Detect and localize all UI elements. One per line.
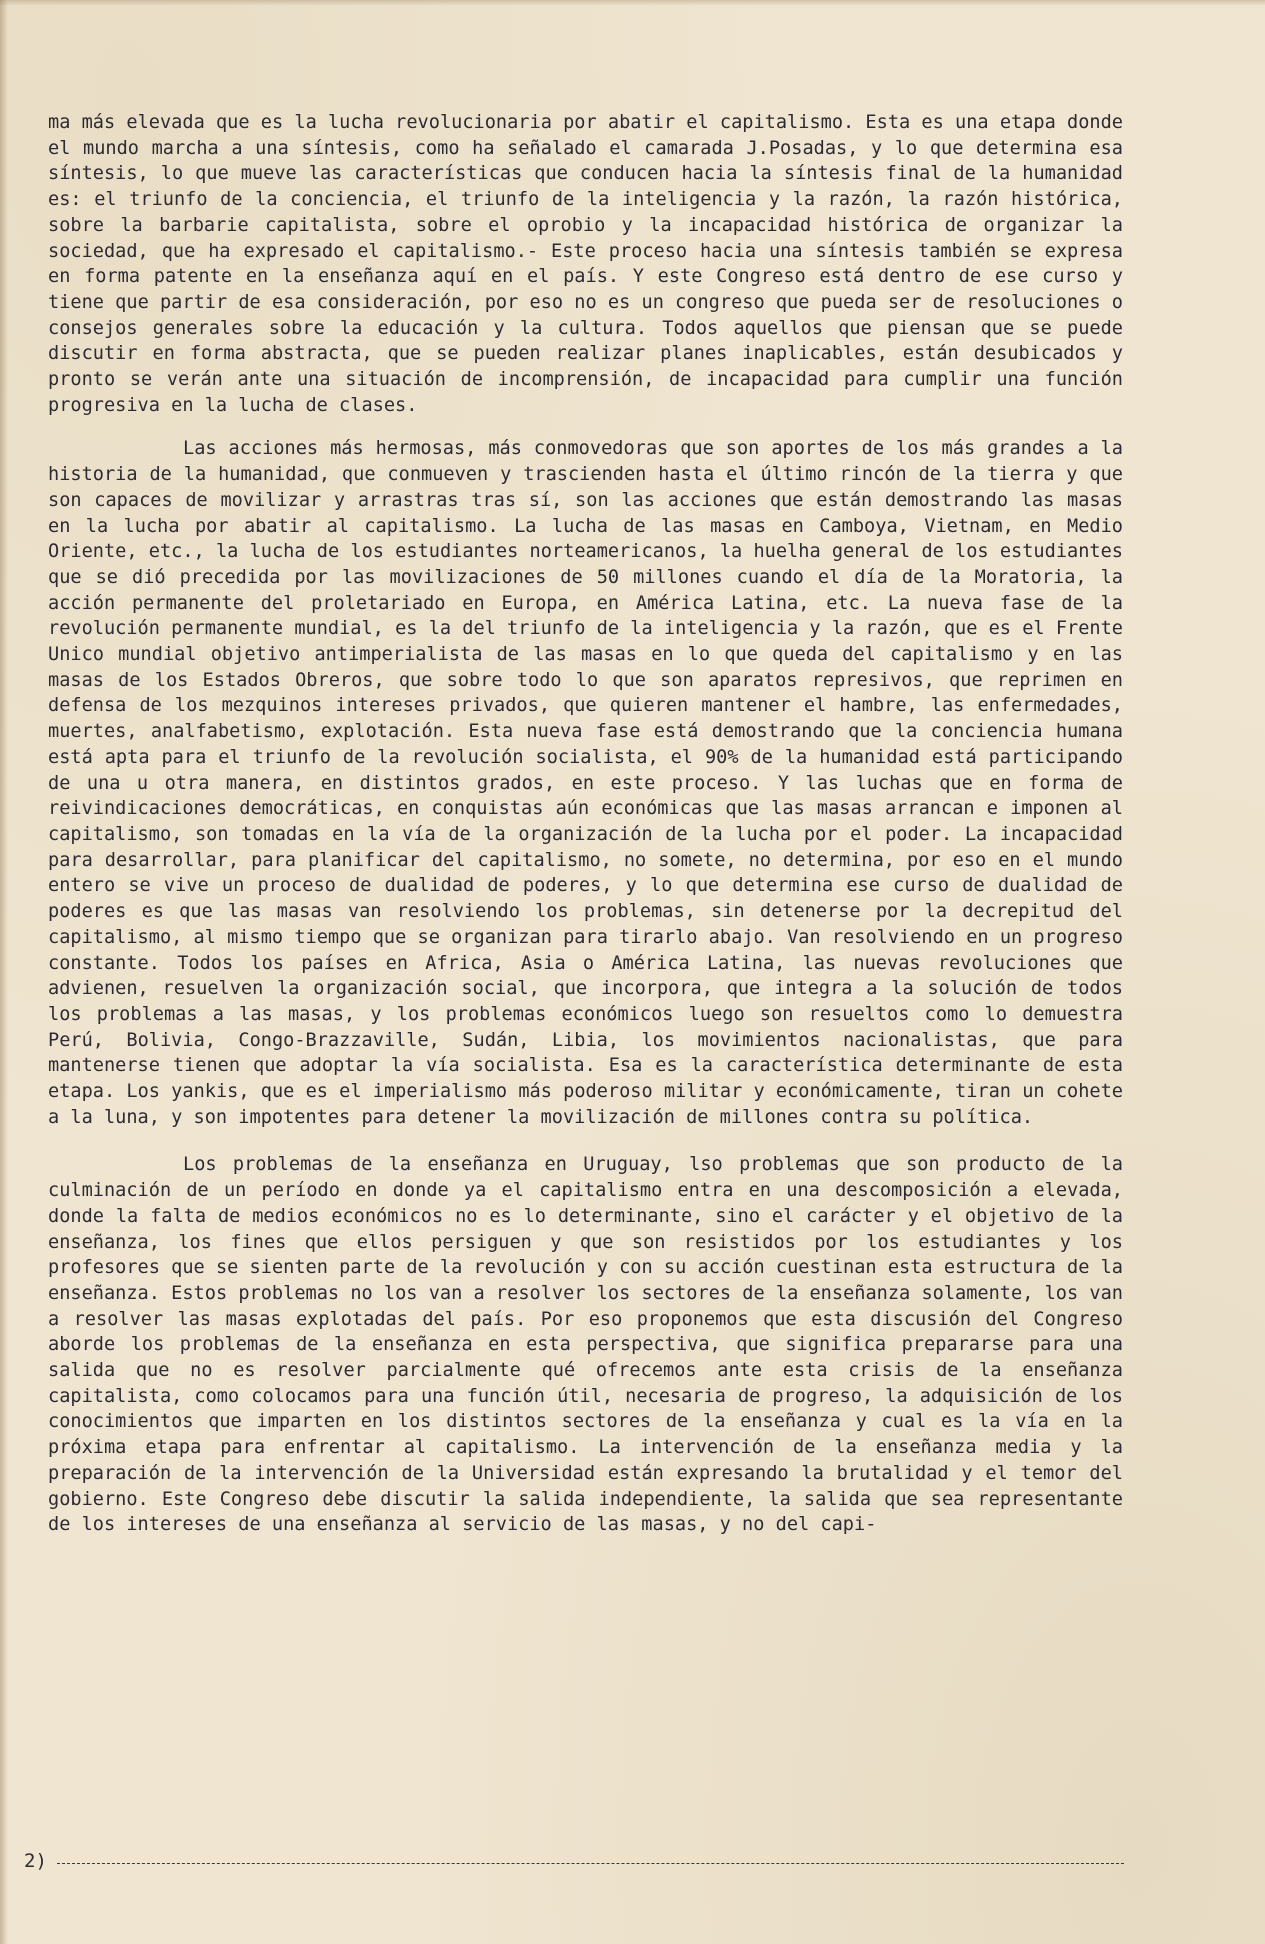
- paragraph-1: ma más elevada que es la lucha revolucionaria por abatir el capitalismo. Esta es una etapa donde el mundo marcha a una síntesis, como ha señalado el camarada J.Posadas, y lo que determina esa síntesis, lo que mueve las características que conducen hacia la síntesis final de la humanidad es: el triunfo de la conciencia, el triunfo de la inteligencia y la razón, la razón histórica, sobre la barbarie capitalista, sobre el oprobio y la incapacidad histórica de organizar la sociedad, que ha expresado el capitalismo.- Este proceso hacia una síntesis también se expresa en forma patente en la enseñanza aquí en el país. Y este Congreso está dentro de ese curso y tiene que partir de esa consideración, por eso no es un congreso que pueda ser de resoluciones o consejos generales sobre la educación y la cultura. Todos aquellos que piensan que se puede discutir en forma abstracta, que se pueden realizar planes inaplicables, están desubicados y pronto se verán ante una situación de incomprensión, de incapacidad para cumplir una función progresiva en la lucha de clases.: [48, 112, 1123, 416]
- paper-top-edge: [0, 0, 1265, 6]
- paragraph-2: Las acciones más hermosas, más conmovedoras que son aportes de los más grandes a la historia de la humanidad, que conmueven y trascienden hasta el último rincón de la tierra y que son capaces de movilizar y arrastras tras sí, son las acciones que están demostrando las masas en la lucha por abatir al capitalismo. La lucha de las masas en Camboya, Vietnam, en Medio Oriente, etc., la lucha de los estudiantes norteamericanos, la huelha general de los estudiantes que se dió precedida por las movilizaciones de 50 millones cuando el día de la Moratoria, la acción permanente del proletariado en Europa, en América Latina, etc. La nueva fase de la revolución permanente mundial, es la del triunfo de la inteligencia y la razón, que es el Frente Unico mundial objetivo antimperialista de las masas en lo que queda del capitalismo y en las masas de los Estados Obreros, que sobre todo lo que son aparatos represivos, que reprimen en defensa de los mezquinos intereses privados, que quieren mantener el hambre, las enfermedades, muertes, analfabetismo, explotación. Esta nueva fase está demostrando que la conciencia humana está apta para el triunfo de la revolución socialista, el 90% de la humanidad está participando de una u otra manera, en distintos grados, en este proceso. Y las luchas que en forma de reivindicaciones democráticas, en conquistas aún económicas que las masas arrancan e imponen al capitalismo, son tomadas en la vía de la organización de la lucha por el poder. La incapacidad para desarrollar, para planificar del capitalismo, no somete, no determina, por eso en el mundo entero se vive un proceso de dualidad de poderes, y lo que determina ese curso de dualidad de poderes es que las masas van resolviendo los problemas, sin detenerse por la decrepitud del capitalismo, al mismo tiempo que se organizan para tirarlo abajo. Van resolviendo en un progreso constante. Todos los países en Africa, Asia o América Latina, las nuevas revoluciones que advienen, resuelven la organización social, que incorpora, que integra a la solución de todos los problemas a las masas, y los problemas económicos luego son resueltos como lo demuestra Perú, Bolivia, Congo-Brazzaville, Sudán, Libia, los movimientos nacionalistas, que para mantenerse tienen que adoptar la vía socialista. Esa es la característica determinante de esta etapa. Los yankis, que es el imperialismo más poderoso militar y económicamente, tiran un cohete a la luna, y son impotentes para detener la movilización de millones contra su política.: [48, 438, 1123, 1128]
- paragraph-3: Los problemas de la enseñanza en Uruguay, lso problemas que son producto de la culminación de un período en donde ya el capitalismo entra en una descomposición a elevada, donde la falta de medios económicos no es lo determinante, sino el carácter y el objetivo de la enseñanza, los fines que ellos persiguen y que son resistidos por los estudiantes y los profesores que se sienten parte de la revolución y con su acción cuestinan esta estructura de la enseñanza. Estos problemas no los van a resolver los sectores de la enseñanza solamente, los van a resolver las masas explotadas del país. Por eso proponemos que esta discusión del Congreso aborde los problemas de la enseñanza en esta perspectiva, que significa prepararse para una salida que no es resolver parcialmente qué ofrecemos ante esta crisis de la enseñanza capitalista, como colocamos para una función útil, necesaria de progreso, la adquisición de los conocimientos que imparten en los distintos sectores de la enseñanza y cual es la vía en la próxima etapa para enfrentar al capitalismo. La intervención de la enseñanza media y la preparación de la intervención de la Universidad están expresando la brutalidad y el temor del gobierno. Este Congreso debe discutir la salida independiente, la salida que sea representante de los intereses de una enseñanza al servicio de las masas, y no del capi-: [48, 1154, 1123, 1536]
- page-footer: [24, 1850, 1124, 1872]
- paper-left-edge: [0, 0, 8, 1944]
- footer-divider: [57, 1863, 1124, 1864]
- page-number: 2): [24, 1850, 47, 1872]
- document-body: [48, 110, 1123, 1538]
